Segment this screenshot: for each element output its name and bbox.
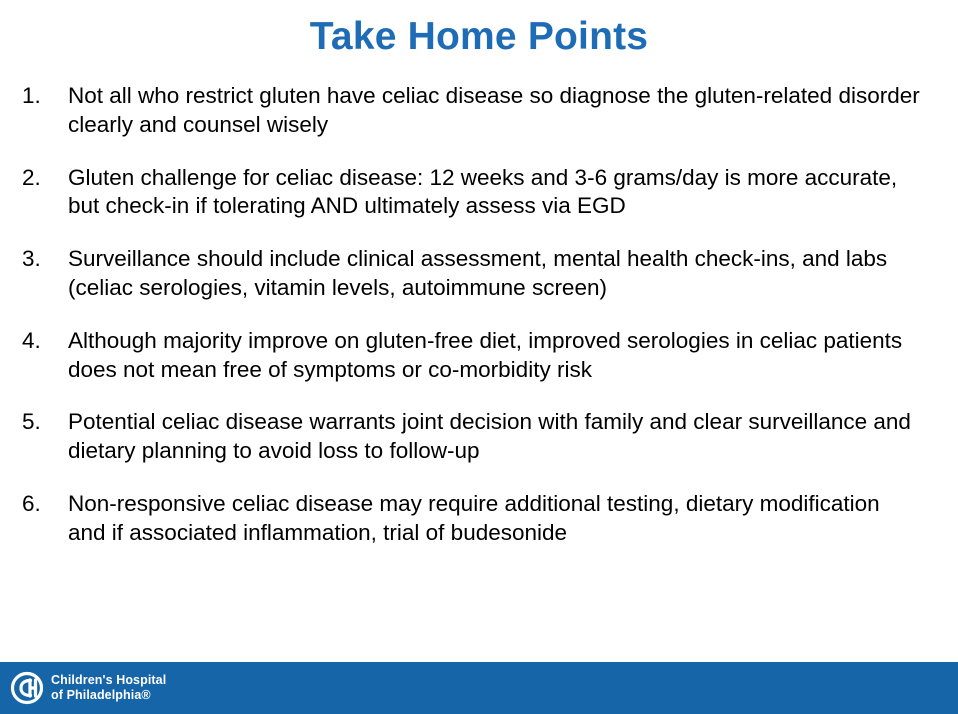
footer-bar: [0, 662, 958, 714]
list-item: [0, 490, 958, 548]
logo: [0, 669, 166, 707]
list-item-text: Not all who restrict gluten have celiac disease so diagnose the gluten-related disorder clearly and counsel wisely: [68, 83, 920, 137]
list-item: [0, 245, 958, 303]
list-item-number: 6.: [22, 490, 41, 516]
list-item-number: 3.: [22, 246, 41, 272]
list-item-text: Surveillance should include clinical assessment, mental health check-ins, and labs (celiac serologies, vitamin levels, autoimmune screen): [68, 246, 888, 300]
list-item-text: Gluten challenge for celiac disease: 12 weeks and 3-6 grams/day is more accurate, but check-in if tolerating AND ultimately assess via EGD: [68, 164, 898, 219]
list-item: [0, 164, 958, 222]
list-item-number: 5.: [22, 409, 41, 435]
list-item-text: Non-responsive celiac disease may require additional testing, dietary modification and if associated inflammation, trial of budesonide: [68, 490, 880, 545]
logo-text: [51, 673, 166, 703]
list-item-number: 2.: [22, 164, 41, 190]
list-item: [0, 327, 958, 385]
logo-text-line2: of Philadelphia®: [51, 688, 151, 702]
list-item: [0, 82, 958, 140]
page-title: Take Home Points: [309, 15, 649, 58]
list-item-text: Potential celiac disease warrants joint decision with family and clear surveillance and dietary planning to avoid loss to follow-up: [68, 409, 911, 464]
chop-monogram-icon: [8, 669, 46, 707]
logo-text-line1: Children's Hospital: [51, 673, 167, 688]
list-item-number: 1.: [22, 83, 41, 108]
take-home-points-list: [0, 82, 958, 572]
list-item-text: Although majority improve on gluten-free diet, improved serologies in celiac patients does not mean free of symptoms or co-morbidity risk: [68, 327, 903, 382]
list-item: [0, 408, 958, 466]
list-item-number: 4.: [22, 327, 41, 353]
